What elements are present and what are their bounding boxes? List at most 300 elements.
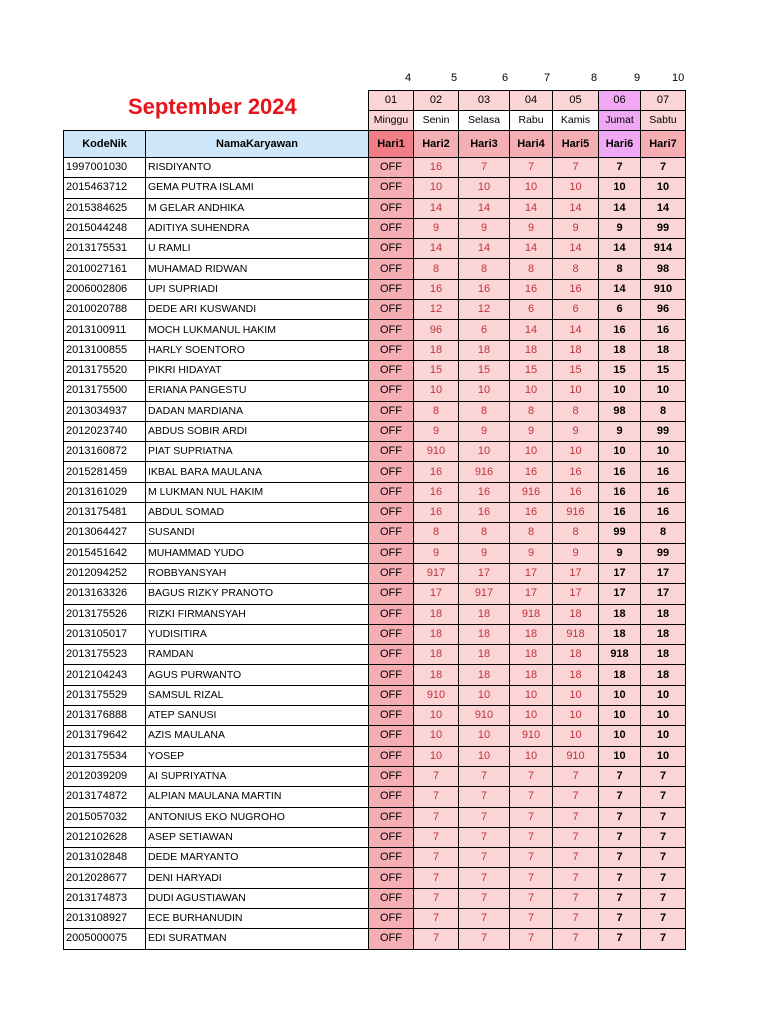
shift-cell: 7 bbox=[414, 888, 459, 908]
shift-cell: 18 bbox=[599, 665, 641, 685]
kodenik-cell: 2013160872 bbox=[64, 442, 146, 462]
nama-cell: M LUKMAN NUL HAKIM bbox=[146, 482, 369, 502]
shift-cell: 7 bbox=[510, 787, 553, 807]
shift-cell: 12 bbox=[459, 300, 510, 320]
off-cell: OFF bbox=[369, 584, 414, 604]
shift-cell: 16 bbox=[459, 279, 510, 299]
shift-cell: 16 bbox=[510, 503, 553, 523]
shift-cell: 98 bbox=[599, 401, 641, 421]
off-cell: OFF bbox=[369, 503, 414, 523]
shift-cell: 14 bbox=[510, 239, 553, 259]
header-namakaryawan: NamaKaryawan bbox=[146, 131, 369, 158]
shift-cell: 16 bbox=[599, 320, 641, 340]
shift-cell: 7 bbox=[599, 929, 641, 949]
shift-cell: 8 bbox=[510, 523, 553, 543]
shift-cell: 18 bbox=[641, 604, 686, 624]
shift-cell: 16 bbox=[414, 462, 459, 482]
shift-cell: 918 bbox=[599, 645, 641, 665]
shift-cell: 14 bbox=[553, 198, 599, 218]
kodenik-cell: 2015281459 bbox=[64, 462, 146, 482]
kodenik-cell: 2012094252 bbox=[64, 563, 146, 583]
shift-cell: 7 bbox=[553, 929, 599, 949]
shift-cell: 7 bbox=[414, 908, 459, 928]
off-cell: OFF bbox=[369, 279, 414, 299]
shift-cell: 16 bbox=[641, 462, 686, 482]
table-row bbox=[64, 584, 686, 604]
off-cell: OFF bbox=[369, 746, 414, 766]
shift-cell: 910 bbox=[510, 726, 553, 746]
table-row bbox=[64, 563, 686, 583]
shift-cell: 7 bbox=[599, 787, 641, 807]
table-row bbox=[64, 726, 686, 746]
nama-cell: ABDUS SOBIR ARDI bbox=[146, 421, 369, 441]
shift-cell: 16 bbox=[599, 462, 641, 482]
shift-cell: 17 bbox=[599, 584, 641, 604]
shift-cell: 10 bbox=[641, 746, 686, 766]
table-row bbox=[64, 868, 686, 888]
off-cell: OFF bbox=[369, 645, 414, 665]
nama-cell: ROBBYANSYAH bbox=[146, 563, 369, 583]
shift-cell: 8 bbox=[510, 259, 553, 279]
shift-cell: 14 bbox=[599, 279, 641, 299]
kodenik-cell: 2015463712 bbox=[64, 178, 146, 198]
kodenik-cell: 2015057032 bbox=[64, 807, 146, 827]
shift-cell: 10 bbox=[414, 726, 459, 746]
table-row bbox=[64, 158, 686, 178]
kodenik-cell: 2013105017 bbox=[64, 624, 146, 644]
off-cell: OFF bbox=[369, 604, 414, 624]
shift-cell: 7 bbox=[459, 807, 510, 827]
off-cell: OFF bbox=[369, 482, 414, 502]
shift-cell: 18 bbox=[553, 604, 599, 624]
table-row bbox=[64, 787, 686, 807]
kodenik-cell: 2013100855 bbox=[64, 340, 146, 360]
shift-cell: 7 bbox=[641, 868, 686, 888]
shift-cell: 16 bbox=[459, 482, 510, 502]
shift-cell: 7 bbox=[510, 908, 553, 928]
kodenik-cell: 2013174872 bbox=[64, 787, 146, 807]
nama-cell: ADITIYA SUHENDRA bbox=[146, 218, 369, 238]
table-row bbox=[64, 888, 686, 908]
shift-cell: 17 bbox=[641, 584, 686, 604]
kodenik-cell: 2013108927 bbox=[64, 908, 146, 928]
shift-cell: 916 bbox=[459, 462, 510, 482]
shift-cell: 9 bbox=[553, 543, 599, 563]
table-row bbox=[64, 766, 686, 786]
header-hari: Hari7 bbox=[641, 131, 686, 158]
kodenik-cell: 2012102628 bbox=[64, 827, 146, 847]
table-row bbox=[64, 340, 686, 360]
off-cell: OFF bbox=[369, 807, 414, 827]
off-cell: OFF bbox=[369, 624, 414, 644]
shift-cell: 7 bbox=[414, 929, 459, 949]
shift-cell: 7 bbox=[459, 787, 510, 807]
shift-cell: 9 bbox=[510, 218, 553, 238]
shift-cell: 7 bbox=[641, 827, 686, 847]
column-number: 4 bbox=[405, 72, 412, 84]
shift-cell: 14 bbox=[459, 198, 510, 218]
shift-cell: 18 bbox=[553, 665, 599, 685]
table-row bbox=[64, 381, 686, 401]
shift-cell: 7 bbox=[510, 888, 553, 908]
table-row bbox=[64, 848, 686, 868]
table-row bbox=[64, 645, 686, 665]
shift-cell: 10 bbox=[459, 746, 510, 766]
shift-cell: 8 bbox=[641, 523, 686, 543]
shift-cell: 10 bbox=[459, 726, 510, 746]
shift-cell: 6 bbox=[459, 320, 510, 340]
nama-cell: MUHAMAD RIDWAN bbox=[146, 259, 369, 279]
shift-cell: 14 bbox=[599, 239, 641, 259]
shift-cell: 7 bbox=[553, 908, 599, 928]
shift-cell: 10 bbox=[599, 706, 641, 726]
shift-cell: 18 bbox=[414, 665, 459, 685]
shift-cell: 7 bbox=[599, 868, 641, 888]
shift-cell: 18 bbox=[510, 645, 553, 665]
shift-cell: 917 bbox=[459, 584, 510, 604]
shift-cell: 15 bbox=[459, 360, 510, 380]
shift-cell: 9 bbox=[414, 218, 459, 238]
shift-cell: 7 bbox=[599, 766, 641, 786]
shift-cell: 14 bbox=[553, 320, 599, 340]
shift-cell: 7 bbox=[553, 766, 599, 786]
nama-cell: ASEP SETIAWAN bbox=[146, 827, 369, 847]
shift-cell: 7 bbox=[459, 888, 510, 908]
nama-cell: HARLY SOENTORO bbox=[146, 340, 369, 360]
off-cell: OFF bbox=[369, 360, 414, 380]
shift-cell: 18 bbox=[510, 665, 553, 685]
shift-cell: 916 bbox=[553, 503, 599, 523]
shift-cell: 7 bbox=[459, 827, 510, 847]
shift-cell: 7 bbox=[641, 807, 686, 827]
nama-cell: ERIANA PANGESTU bbox=[146, 381, 369, 401]
shift-cell: 9 bbox=[510, 421, 553, 441]
header-row bbox=[64, 131, 686, 158]
off-cell: OFF bbox=[369, 726, 414, 746]
off-cell: OFF bbox=[369, 320, 414, 340]
shift-cell: 7 bbox=[599, 827, 641, 847]
shift-cell: 7 bbox=[599, 908, 641, 928]
shift-cell: 14 bbox=[510, 320, 553, 340]
shift-cell: 10 bbox=[599, 442, 641, 462]
day-number: 07 bbox=[641, 91, 686, 111]
shift-cell: 15 bbox=[553, 360, 599, 380]
shift-cell: 10 bbox=[510, 381, 553, 401]
nama-cell: RAMDAN bbox=[146, 645, 369, 665]
shift-cell: 918 bbox=[553, 624, 599, 644]
table-row bbox=[64, 807, 686, 827]
day-number-row bbox=[64, 91, 686, 111]
shift-cell: 18 bbox=[553, 645, 599, 665]
shift-cell: 98 bbox=[641, 259, 686, 279]
shift-cell: 7 bbox=[510, 807, 553, 827]
shift-cell: 7 bbox=[414, 787, 459, 807]
shift-cell: 16 bbox=[553, 462, 599, 482]
kodenik-cell: 2013175523 bbox=[64, 645, 146, 665]
off-cell: OFF bbox=[369, 523, 414, 543]
table-row bbox=[64, 198, 686, 218]
day-number: 02 bbox=[414, 91, 459, 111]
table-row bbox=[64, 259, 686, 279]
shift-cell: 9 bbox=[510, 543, 553, 563]
header-hari: Hari5 bbox=[553, 131, 599, 158]
off-cell: OFF bbox=[369, 929, 414, 949]
off-cell: OFF bbox=[369, 300, 414, 320]
shift-cell: 10 bbox=[459, 442, 510, 462]
table-row bbox=[64, 685, 686, 705]
table-row bbox=[64, 401, 686, 421]
shift-cell: 18 bbox=[414, 624, 459, 644]
shift-cell: 8 bbox=[414, 259, 459, 279]
nama-cell: YOSEP bbox=[146, 746, 369, 766]
day-number: 03 bbox=[459, 91, 510, 111]
shift-cell: 8 bbox=[459, 259, 510, 279]
shift-cell: 7 bbox=[414, 766, 459, 786]
kodenik-cell: 2012104243 bbox=[64, 665, 146, 685]
shift-cell: 7 bbox=[553, 888, 599, 908]
shift-cell: 8 bbox=[510, 401, 553, 421]
shift-cell: 16 bbox=[641, 320, 686, 340]
shift-cell: 10 bbox=[459, 381, 510, 401]
shift-cell: 14 bbox=[641, 198, 686, 218]
day-name: Kamis bbox=[553, 111, 599, 131]
kodenik-cell: 2013163326 bbox=[64, 584, 146, 604]
header-hari: Hari1 bbox=[369, 131, 414, 158]
shift-cell: 18 bbox=[510, 340, 553, 360]
kodenik-cell: 2013175481 bbox=[64, 503, 146, 523]
shift-cell: 18 bbox=[414, 645, 459, 665]
table-row bbox=[64, 178, 686, 198]
kodenik-cell: 1997001030 bbox=[64, 158, 146, 178]
column-number: 7 bbox=[544, 72, 551, 84]
shift-cell: 7 bbox=[641, 908, 686, 928]
shift-cell: 15 bbox=[414, 360, 459, 380]
nama-cell: EDI SURATMAN bbox=[146, 929, 369, 949]
nama-cell: DEDE MARYANTO bbox=[146, 848, 369, 868]
shift-cell: 16 bbox=[414, 503, 459, 523]
shift-cell: 7 bbox=[599, 807, 641, 827]
shift-cell: 18 bbox=[553, 340, 599, 360]
shift-cell: 14 bbox=[459, 239, 510, 259]
shift-cell: 18 bbox=[459, 340, 510, 360]
nama-cell: ECE BURHANUDIN bbox=[146, 908, 369, 928]
shift-cell: 9 bbox=[599, 421, 641, 441]
shift-cell: 14 bbox=[414, 239, 459, 259]
shift-cell: 10 bbox=[510, 178, 553, 198]
off-cell: OFF bbox=[369, 787, 414, 807]
off-cell: OFF bbox=[369, 706, 414, 726]
shift-cell: 18 bbox=[599, 604, 641, 624]
shift-cell: 7 bbox=[510, 929, 553, 949]
shift-cell: 18 bbox=[459, 604, 510, 624]
kodenik-cell: 2012028677 bbox=[64, 868, 146, 888]
shift-cell: 910 bbox=[459, 706, 510, 726]
off-cell: OFF bbox=[369, 381, 414, 401]
shift-cell: 7 bbox=[459, 929, 510, 949]
nama-cell: PIKRI HIDAYAT bbox=[146, 360, 369, 380]
shift-cell: 10 bbox=[510, 706, 553, 726]
shift-cell: 96 bbox=[641, 300, 686, 320]
day-number: 01 bbox=[369, 91, 414, 111]
shift-cell: 18 bbox=[510, 624, 553, 644]
shift-cell: 10 bbox=[641, 442, 686, 462]
shift-cell: 7 bbox=[641, 848, 686, 868]
shift-cell: 7 bbox=[510, 848, 553, 868]
kodenik-cell: 2006002806 bbox=[64, 279, 146, 299]
shift-cell: 10 bbox=[599, 726, 641, 746]
shift-cell: 7 bbox=[599, 158, 641, 178]
nama-cell: ANTONIUS EKO NUGROHO bbox=[146, 807, 369, 827]
table-row bbox=[64, 908, 686, 928]
nama-cell: IKBAL BARA MAULANA bbox=[146, 462, 369, 482]
shift-cell: 17 bbox=[414, 584, 459, 604]
off-cell: OFF bbox=[369, 908, 414, 928]
shift-cell: 8 bbox=[414, 401, 459, 421]
shift-cell: 14 bbox=[510, 198, 553, 218]
shift-cell: 7 bbox=[641, 766, 686, 786]
shift-cell: 7 bbox=[459, 848, 510, 868]
shift-cell: 8 bbox=[414, 523, 459, 543]
kodenik-cell: 2013175534 bbox=[64, 746, 146, 766]
column-number: 10 bbox=[672, 72, 685, 84]
shift-cell: 8 bbox=[641, 401, 686, 421]
nama-cell: AI SUPRIYATNA bbox=[146, 766, 369, 786]
shift-cell: 8 bbox=[599, 259, 641, 279]
table-row bbox=[64, 604, 686, 624]
table-row bbox=[64, 523, 686, 543]
off-cell: OFF bbox=[369, 218, 414, 238]
table-row bbox=[64, 827, 686, 847]
shift-cell: 9 bbox=[599, 218, 641, 238]
shift-cell: 10 bbox=[641, 381, 686, 401]
shift-cell: 17 bbox=[510, 584, 553, 604]
kodenik-cell: 2013175531 bbox=[64, 239, 146, 259]
nama-cell: YUDISITIRA bbox=[146, 624, 369, 644]
shift-cell: 18 bbox=[599, 340, 641, 360]
shift-cell: 6 bbox=[599, 300, 641, 320]
shift-cell: 10 bbox=[553, 442, 599, 462]
shift-cell: 10 bbox=[510, 685, 553, 705]
shift-cell: 7 bbox=[553, 787, 599, 807]
shift-cell: 6 bbox=[510, 300, 553, 320]
table-row bbox=[64, 320, 686, 340]
shift-cell: 7 bbox=[510, 827, 553, 847]
shift-cell: 6 bbox=[553, 300, 599, 320]
nama-cell: RIZKI FIRMANSYAH bbox=[146, 604, 369, 624]
shift-cell: 10 bbox=[459, 178, 510, 198]
shift-cell: 16 bbox=[459, 503, 510, 523]
nama-cell: GEMA PUTRA ISLAMI bbox=[146, 178, 369, 198]
off-cell: OFF bbox=[369, 178, 414, 198]
kodenik-cell: 2013175520 bbox=[64, 360, 146, 380]
shift-cell: 14 bbox=[553, 239, 599, 259]
nama-cell: U RAMLI bbox=[146, 239, 369, 259]
shift-cell: 9 bbox=[459, 421, 510, 441]
shift-cell: 9 bbox=[414, 543, 459, 563]
nama-cell: ATEP SANUSI bbox=[146, 706, 369, 726]
shift-cell: 10 bbox=[641, 178, 686, 198]
off-cell: OFF bbox=[369, 198, 414, 218]
shift-cell: 15 bbox=[599, 360, 641, 380]
shift-cell: 15 bbox=[510, 360, 553, 380]
shift-cell: 14 bbox=[414, 198, 459, 218]
nama-cell: RISDIYANTO bbox=[146, 158, 369, 178]
off-cell: OFF bbox=[369, 543, 414, 563]
header-hari: Hari2 bbox=[414, 131, 459, 158]
column-number: 5 bbox=[451, 72, 458, 84]
shift-cell: 914 bbox=[641, 239, 686, 259]
off-cell: OFF bbox=[369, 827, 414, 847]
shift-cell: 99 bbox=[641, 543, 686, 563]
shift-cell: 7 bbox=[641, 929, 686, 949]
kodenik-cell: 2013034937 bbox=[64, 401, 146, 421]
shift-cell: 96 bbox=[414, 320, 459, 340]
day-name: Rabu bbox=[510, 111, 553, 131]
shift-cell: 910 bbox=[414, 685, 459, 705]
nama-cell: AGUS PURWANTO bbox=[146, 665, 369, 685]
off-cell: OFF bbox=[369, 158, 414, 178]
off-cell: OFF bbox=[369, 259, 414, 279]
table-row bbox=[64, 462, 686, 482]
table-row bbox=[64, 239, 686, 259]
kodenik-cell: 2015451642 bbox=[64, 543, 146, 563]
nama-cell: MOCH LUKMANUL HAKIM bbox=[146, 320, 369, 340]
shift-cell: 17 bbox=[459, 563, 510, 583]
shift-cell: 10 bbox=[599, 178, 641, 198]
page-title: September 2024 bbox=[128, 94, 297, 119]
shift-cell: 918 bbox=[510, 604, 553, 624]
table-row bbox=[64, 746, 686, 766]
shift-cell: 18 bbox=[641, 340, 686, 360]
day-name: Sabtu bbox=[641, 111, 686, 131]
kodenik-cell: 2013175500 bbox=[64, 381, 146, 401]
shift-cell: 10 bbox=[553, 381, 599, 401]
shift-cell: 14 bbox=[599, 198, 641, 218]
day-number: 05 bbox=[553, 91, 599, 111]
off-cell: OFF bbox=[369, 766, 414, 786]
day-name-row bbox=[64, 111, 686, 131]
shift-cell: 16 bbox=[641, 503, 686, 523]
shift-cell: 18 bbox=[641, 624, 686, 644]
kodenik-cell: 2010027161 bbox=[64, 259, 146, 279]
header-hari: Hari3 bbox=[459, 131, 510, 158]
shift-cell: 17 bbox=[553, 584, 599, 604]
day-name: Minggu bbox=[369, 111, 414, 131]
shift-cell: 16 bbox=[553, 279, 599, 299]
table-row bbox=[64, 482, 686, 502]
shift-cell: 10 bbox=[414, 381, 459, 401]
shift-cell: 17 bbox=[641, 563, 686, 583]
kodenik-cell: 2012023740 bbox=[64, 421, 146, 441]
shift-cell: 7 bbox=[553, 807, 599, 827]
table-row bbox=[64, 543, 686, 563]
shift-cell: 10 bbox=[459, 685, 510, 705]
kodenik-cell: 2015384625 bbox=[64, 198, 146, 218]
off-cell: OFF bbox=[369, 421, 414, 441]
shift-cell: 10 bbox=[641, 685, 686, 705]
off-cell: OFF bbox=[369, 888, 414, 908]
off-cell: OFF bbox=[369, 665, 414, 685]
shift-cell: 7 bbox=[414, 827, 459, 847]
kodenik-cell: 2013175526 bbox=[64, 604, 146, 624]
kodenik-cell: 2013064427 bbox=[64, 523, 146, 543]
shift-cell: 7 bbox=[459, 908, 510, 928]
table-row bbox=[64, 279, 686, 299]
header-hari: Hari4 bbox=[510, 131, 553, 158]
shift-cell: 8 bbox=[553, 259, 599, 279]
shift-cell: 910 bbox=[414, 442, 459, 462]
nama-cell: DUDI AGUSTIAWAN bbox=[146, 888, 369, 908]
